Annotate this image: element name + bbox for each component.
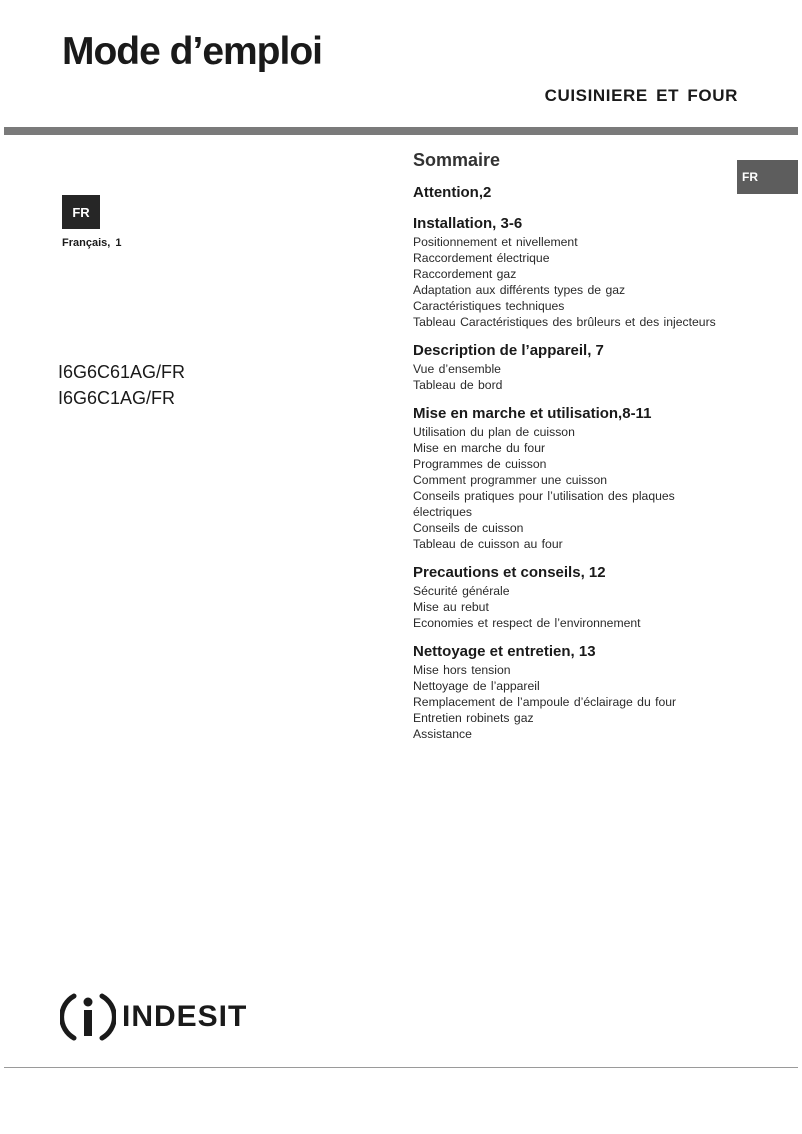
toc-item: Economies et respect de l’environnement — [413, 616, 641, 630]
toc-item: Raccordement gaz — [413, 267, 517, 281]
indesit-i-icon — [60, 990, 116, 1044]
brand-logo — [60, 990, 247, 1044]
toc-section — [413, 183, 733, 203]
language-badge: FR — [62, 195, 100, 229]
page-title: Mode d’emploi — [62, 30, 322, 73]
toc-item: Tableau de bord — [413, 378, 503, 392]
toc-item: Entretien robinets gaz — [413, 711, 534, 725]
model-list — [58, 359, 185, 411]
toc-item: Mise au rebut — [413, 600, 489, 614]
toc-item: Utilisation du plan de cuisson — [413, 425, 575, 439]
toc-section — [413, 404, 733, 552]
toc-item: Nettoyage de l’appareil — [413, 679, 540, 693]
toc-title: Sommaire — [413, 150, 501, 170]
toc-heading: Description de l’appareil, 7 — [413, 342, 604, 359]
toc-item: Vue d’ensemble — [413, 362, 501, 376]
toc-section — [413, 642, 733, 742]
toc-item: Adaptation aux différents types de gaz — [413, 283, 626, 297]
top-divider — [4, 127, 798, 135]
brand-name: INDESIT — [122, 1000, 248, 1033]
toc-heading: Mise en marche et utilisation,8-11 — [413, 405, 652, 422]
toc-item: Conseils pratiques pour l’utilisation des plaques électriques — [413, 489, 675, 519]
model-number: I6G6C61AG/FR — [58, 362, 186, 382]
toc-heading: Nettoyage et entretien, 13 — [413, 643, 596, 660]
language-page-ref: Français, 1 — [62, 237, 122, 249]
toc-item: Comment programmer une cuisson — [413, 473, 608, 487]
toc-sections — [413, 183, 733, 742]
toc-heading: Installation, 3-6 — [413, 215, 523, 232]
toc-item: Sécurité générale — [413, 584, 510, 598]
toc-item: Raccordement électrique — [413, 251, 550, 265]
toc-section — [413, 341, 733, 393]
table-of-contents — [413, 150, 733, 753]
toc-item: Programmes de cuisson — [413, 457, 547, 471]
bottom-divider — [4, 1067, 798, 1068]
toc-item: Caractéristiques techniques — [413, 299, 565, 313]
toc-item: Tableau Caractéristiques des brûleurs et des injecteurs — [413, 315, 716, 329]
toc-section — [413, 214, 733, 330]
toc-item: Mise en marche du four — [413, 441, 546, 455]
toc-heading: Attention,2 — [413, 184, 492, 201]
toc-heading: Precautions et conseils, 12 — [413, 564, 606, 581]
model-number: I6G6C1AG/FR — [58, 388, 176, 408]
toc-section — [413, 563, 733, 631]
toc-item: Conseils de cuisson — [413, 521, 524, 535]
language-tab: FR — [737, 160, 798, 194]
product-type: CUISINIERE ET FOUR — [544, 86, 738, 105]
toc-item: Positionnement et nivellement — [413, 235, 578, 249]
toc-item: Mise hors tension — [413, 663, 511, 677]
toc-item: Assistance — [413, 727, 472, 741]
toc-item: Remplacement de l’ampoule d’éclairage du four — [413, 695, 677, 709]
toc-item: Tableau de cuisson au four — [413, 537, 563, 551]
